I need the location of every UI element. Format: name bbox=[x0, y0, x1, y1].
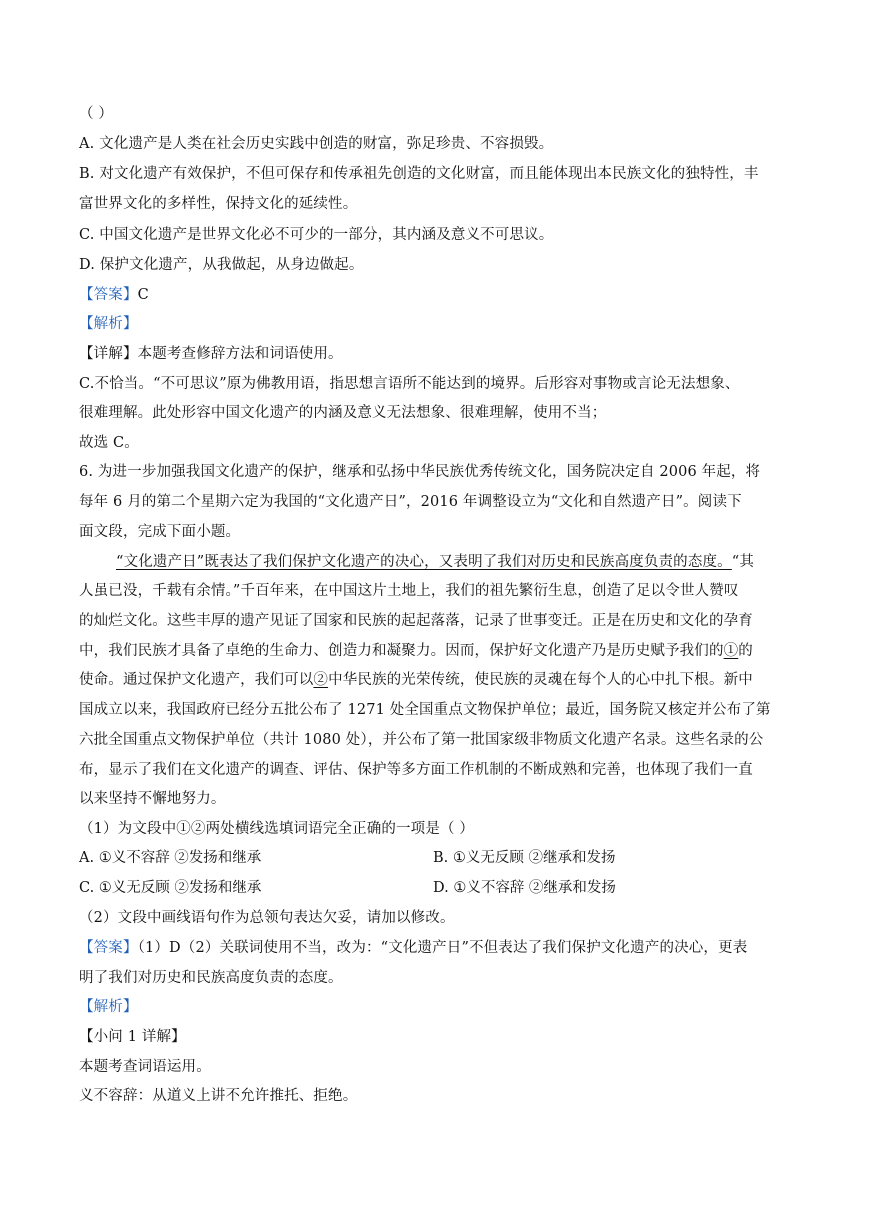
analysis-line: 本题考查词语运用。 bbox=[79, 1059, 211, 1075]
detail-line: 很难理解。此处形容中国文化遗产的内涵及意义无法想象、很难理解，使用不当； bbox=[79, 405, 607, 421]
analysis-line: 义不容辞：从道义上讲不允许推托、拒绝。 bbox=[79, 1088, 358, 1104]
detail-line: 故选 C。 bbox=[79, 435, 139, 451]
answer-text: （1）D（2）关联词使用不当，改为：“文化遗产日”不但表达了我们保护文化遗产的决心，更表 bbox=[137, 940, 748, 956]
passage-line bbox=[79, 670, 792, 690]
sub1-option-c: C. ①义无反顾 ②发扬和继承 bbox=[79, 880, 262, 896]
subquestion-1: （1）为文段中①②两处横线选填词语完全正确的一项是（ ） bbox=[79, 821, 475, 837]
question6-answer-line bbox=[79, 938, 792, 958]
passage-underlined-sentence: “文化遗产日”既表达了我们保护文化遗产的决心，又表明了我们对历史和民族高度负责的态度。 bbox=[116, 554, 732, 570]
passage-line: 的灿烂文化。这些丰厚的遗产见证了国家和民族的起起落落，记录了世事变迁。正是在历史和文化的孕育 bbox=[79, 613, 753, 629]
passage-text: 中华民族的光荣传统，使民族的灵魂在每个人的心中扎下根。新中 bbox=[328, 672, 753, 688]
detail-line: C.不恰当。“不可思议”原为佛教用语，指思想言语所不能达到的境界。后形容对事物或言论无法想象、 bbox=[79, 376, 740, 392]
analysis-label: 【解析】 bbox=[79, 316, 138, 332]
option-d: D. 保护文化遗产，从我做起，从身边做起。 bbox=[79, 257, 364, 273]
subquestion-1-options-row bbox=[79, 878, 792, 898]
subquestion-1-options-row bbox=[79, 848, 792, 868]
passage-line bbox=[79, 641, 792, 661]
option-b: B. 对文化遗产有效保护，不但可保存和传承祖先创造的文化财富，而且能体现出本民族文化的独特性，丰 bbox=[79, 166, 759, 182]
answer-line bbox=[79, 285, 792, 305]
passage-line: 人虽已没，千载有余情。”千百年来，在中国这片土地上，我们的祖先繁衍生息，创造了足以令世人赞叹 bbox=[79, 583, 739, 599]
question6-stem-line: 6. 为进一步加强我国文化遗产的保护，继承和弘扬中华民族优秀传统文化，国务院决定自 2006 年起，将 bbox=[79, 464, 761, 480]
passage-line: 布，显示了我们在文化遗产的调查、评估、保护等多方面工作机制的不断成熟和完善，也体现了我们一直 bbox=[79, 762, 753, 778]
sub1-option-a: A. ①义不容辞 ②发扬和继承 bbox=[79, 850, 262, 866]
passage-line-rest: “其 bbox=[731, 554, 754, 570]
answer-value: C bbox=[137, 287, 149, 303]
question-stem-tail: （ ） bbox=[79, 106, 114, 122]
passage-text: 中，我们民族才具备了卓绝的生命力、创造力和凝聚力。因而，保护好文化遗产乃是历史赋予我们的 bbox=[79, 643, 724, 659]
answer-label: 【答案】 bbox=[79, 940, 138, 956]
subquestion-2: （2）文段中画线语句作为总领句表达欠妥，请加以修改。 bbox=[79, 910, 455, 926]
passage-line: 六批全国重点文物保护单位（共计 1080 处），并公布了第一批国家级非物质文化遗产名录。这些名录的公 bbox=[79, 732, 764, 748]
analysis-label: 【解析】 bbox=[79, 999, 138, 1015]
option-a: A. 文化遗产是人类在社会历史实践中创造的财富，弥足珍贵、不容损毁。 bbox=[79, 136, 554, 152]
answer-label: 【答案】 bbox=[79, 287, 138, 303]
passage-text: 使命。通过保护文化遗产，我们可以 bbox=[79, 672, 314, 688]
option-b-continued: 富世界文化的多样性，保持文化的延续性。 bbox=[79, 196, 358, 212]
passage-text: 的 bbox=[738, 643, 753, 659]
question6-stem-line: 面文段，完成下面小题。 bbox=[79, 524, 241, 540]
passage-line: 国成立以来，我国政府已经分五批公布了 1271 处全国重点文物保护单位；最近，国务院又核定并公布了第 bbox=[79, 702, 771, 718]
sub1-option-d: D. ①义不容辞 ②继承和发扬 bbox=[433, 880, 616, 896]
passage-line bbox=[116, 552, 792, 572]
blank-2: ② bbox=[313, 672, 329, 688]
detail-line: 【详解】本题考查修辞方法和词语使用。 bbox=[79, 346, 343, 362]
subquestion-detail-label: 【小问 1 详解】 bbox=[79, 1029, 186, 1045]
passage-line: 以来坚持不懈地努力。 bbox=[79, 791, 226, 807]
sub1-option-b: B. ①义无反顾 ②继承和发扬 bbox=[433, 850, 616, 866]
blank-1: ① bbox=[723, 643, 739, 659]
question6-stem-line: 每年 6 月的第二个星期六定为我国的“文化遗产日”，2016 年调整设立为“文化和自然遗产日”。阅读下 bbox=[79, 494, 742, 510]
question6-answer-line: 明了我们对历史和民族高度负责的态度。 bbox=[79, 970, 343, 986]
option-c: C. 中国文化遗产是世界文化必不可少的一部分，其内涵及意义不可思议。 bbox=[79, 227, 554, 243]
